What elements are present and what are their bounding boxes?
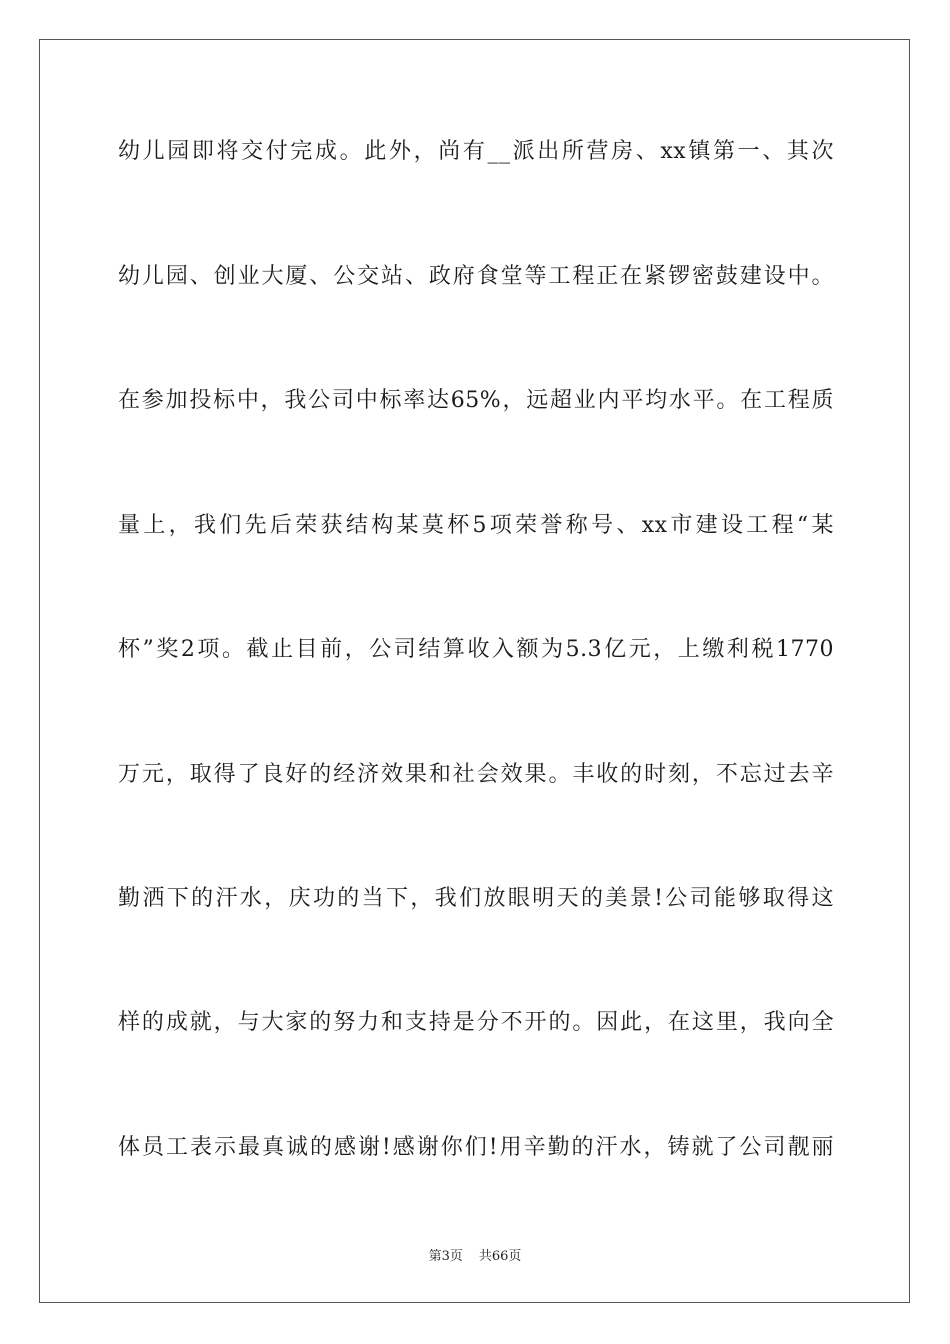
page-number: 第3页 [428, 1249, 463, 1264]
body-text-line-9: 体员工表示最真诚的感谢!感谢你们!用辛勤的汗水，铸就了公司靓丽 [118, 1135, 834, 1160]
page-frame [39, 39, 910, 1303]
body-text-line-4: 量上，我们先后荣获结构某莫杯5项荣誉称号、xx市建设工程“某 [118, 513, 834, 538]
body-text-line-8: 样的成就，与大家的努力和支持是分不开的。因此，在这里，我向全 [118, 1010, 834, 1035]
body-text-line-6: 万元，取得了良好的经济效果和社会效果。丰收的时刻，不忘过去辛 [118, 762, 834, 787]
page-footer [0, 1248, 950, 1266]
body-text-line-1: 幼儿园即将交付完成。此外，尚有__派出所营房、xx镇第一、其次 [118, 139, 834, 164]
total-pages: 共66页 [478, 1249, 522, 1264]
body-text-line-2: 幼儿园、创业大厦、公交站、政府食堂等工程正在紧锣密鼓建设中。 [118, 264, 834, 289]
body-text-line-5: 杯”奖2项。截止目前，公司结算收入额为5.3亿元，上缴利税1770 [118, 637, 834, 662]
body-text-line-7: 勤洒下的汗水，庆功的当下，我们放眼明天的美景!公司能够取得这 [118, 886, 834, 911]
body-text-line-3: 在参加投标中，我公司中标率达65%，远超业内平均水平。在工程质 [118, 388, 834, 413]
